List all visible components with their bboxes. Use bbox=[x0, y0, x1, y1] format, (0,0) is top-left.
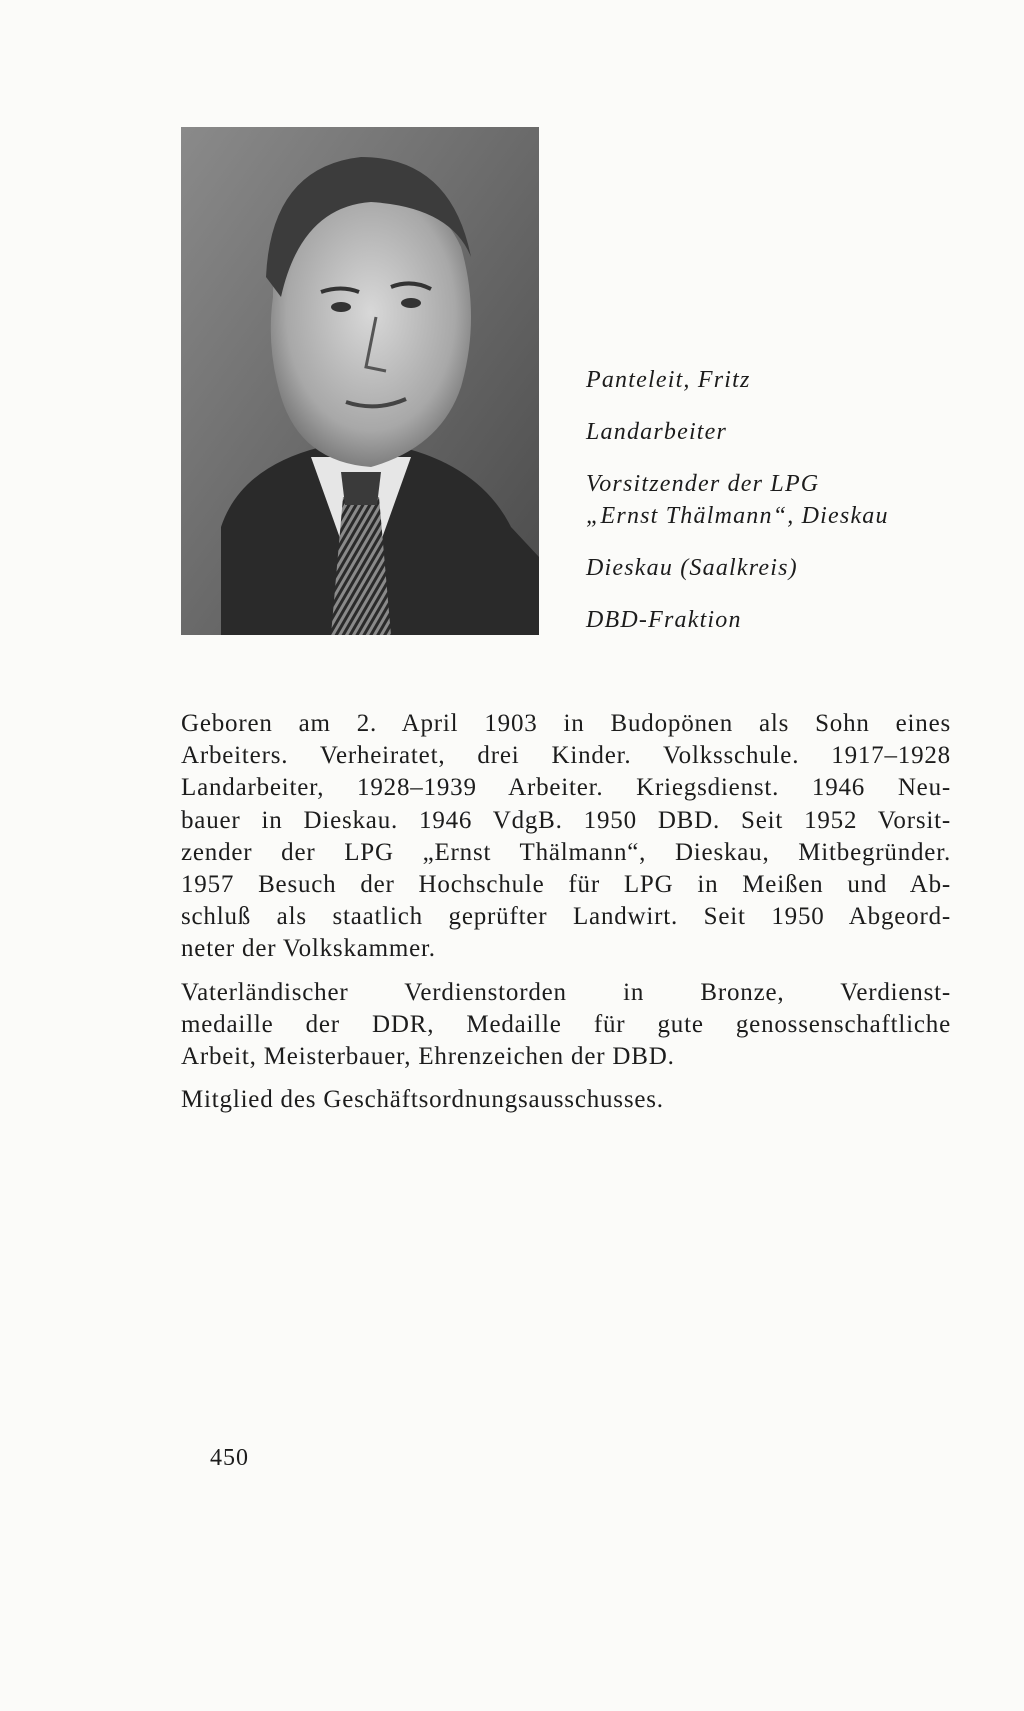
biography-paragraph-2 bbox=[181, 977, 951, 1074]
bio-line: zender der LPG „Ernst Thälmann“, Dieskau, Mitbegründer. bbox=[181, 838, 951, 866]
bio-line: neter der Volkskammer. bbox=[181, 935, 436, 963]
faction: DBD-Fraktion bbox=[586, 607, 742, 633]
bio-line: Arbeit, Meisterbauer, Ehrenzeichen der DBD. bbox=[181, 1043, 675, 1071]
bio-line: 1957 Besuch der Hochschule für LPG in Meißen und Ab- bbox=[181, 871, 951, 899]
bio-line: schluß als staatlich geprüfter Landwirt. Seit 1950 Abgeord- bbox=[181, 903, 951, 931]
page-number: 450 bbox=[210, 1445, 249, 1471]
biography-paragraph-3 bbox=[181, 1084, 951, 1116]
position-line-1: Vorsitzender der LPG bbox=[586, 471, 820, 497]
bio-line: Mitglied des Geschäftsordnungsausschusses. bbox=[181, 1086, 664, 1114]
biography bbox=[181, 708, 951, 1127]
entry-details bbox=[586, 364, 1006, 636]
occupation: Landarbeiter bbox=[586, 419, 728, 445]
position-line-2: „Ernst Thälmann“, Dieskau bbox=[586, 503, 889, 529]
person-name: Panteleit, Fritz bbox=[586, 367, 751, 393]
constituency: Dieskau (Saalkreis) bbox=[586, 555, 798, 581]
portrait-illustration bbox=[181, 127, 539, 635]
portrait-photo bbox=[181, 127, 539, 635]
bio-line: Landarbeiter, 1928–1939 Arbeiter. Kriegsdienst. 1946 Neu- bbox=[181, 774, 951, 802]
bio-line: Geboren am 2. April 1903 in Budopönen als Sohn eines bbox=[181, 710, 951, 737]
bio-line: Vaterländischer Verdienstorden in Bronze, Verdienst- bbox=[181, 978, 951, 1006]
biography-paragraph-1 bbox=[181, 708, 951, 966]
bio-line: bauer in Dieskau. 1946 VdgB. 1950 DBD. Seit 1952 Vorsit- bbox=[181, 806, 951, 834]
bio-line: Arbeiters. Verheiratet, drei Kinder. Volksschule. 1917–1928 bbox=[181, 742, 951, 770]
bio-line: medaille der DDR, Medaille für gute genossenschaftliche bbox=[181, 1010, 951, 1038]
